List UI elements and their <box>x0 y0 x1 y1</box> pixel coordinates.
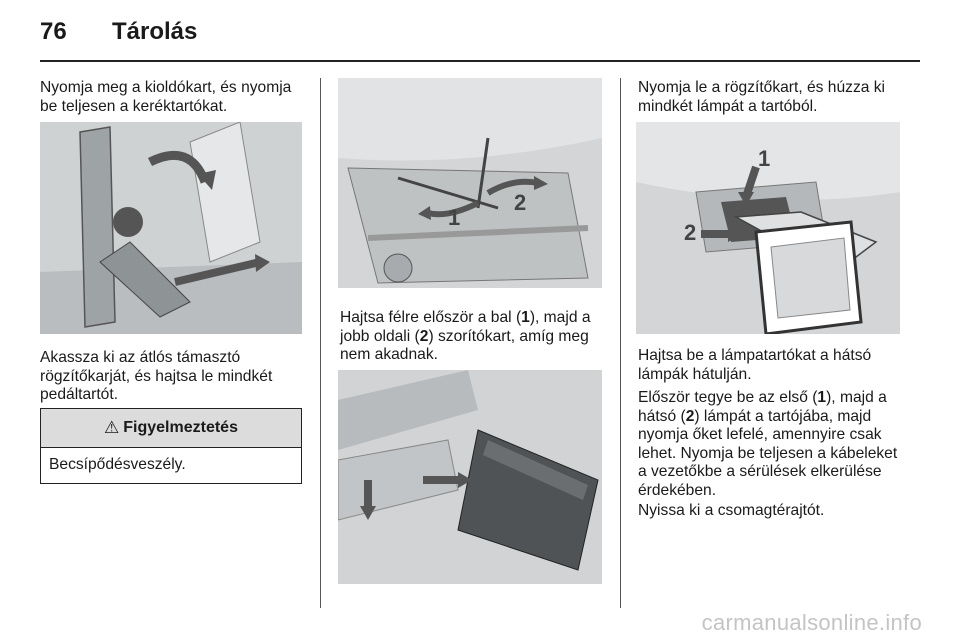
figure-clamp-levers <box>338 78 602 288</box>
warning-triangle-icon: ⚠ <box>104 418 120 437</box>
figure-lamp-holder <box>636 122 900 334</box>
warning-box <box>40 408 302 484</box>
ref-2: 2 <box>419 327 429 345</box>
warning-header <box>41 409 301 448</box>
ref-1: 1 <box>521 309 530 326</box>
col3-paragraph-2: Hajtsa be a lámpatartókat a hátsó lámpák hátulján. <box>638 347 872 383</box>
col1-paragraph-1: Nyomja meg a kioldókart, és nyomja be teljesen a keréktartókat. <box>40 79 292 115</box>
ref-2: 2 <box>685 407 695 425</box>
page-header <box>40 18 920 58</box>
callout-2: 2 <box>684 220 697 245</box>
watermark: carmanualsonline.info <box>701 610 922 635</box>
column-divider-1 <box>320 78 321 608</box>
warning-text: Becsípődésveszély. <box>49 456 186 473</box>
col2-paragraph-1: Hajtsa félre először a bal (1), majd a jobb oldali (2) szorítókart, amíg meg nem akadnak. <box>340 309 591 363</box>
col3-paragraph-1: Nyomja le a rögzítőkart, és húzza ki mindkét lámpát a tartóból. <box>638 79 886 115</box>
callout-1: 1 <box>448 205 461 230</box>
col1-paragraph-2: Akassza ki az átlós támasztó rögzítőkarját, és hajtsa le mindkét pedáltartót. <box>40 349 273 403</box>
figure-wheel-holder <box>40 122 302 334</box>
warning-title: Figyelmeztetés <box>123 419 238 436</box>
page-number: 76 <box>40 18 67 45</box>
callout-1: 1 <box>758 146 771 171</box>
header-rule <box>40 60 920 62</box>
col3-paragraph-3: Először tegye be az első (1), majd a hátsó (2) lámpát a tartójába, majd nyomja őket lefelé, amennyire csak lehet. Nyomja be teljesen a kábeleket a vezetőkbe a sérülések elkerülése érdekében. <box>638 389 898 499</box>
col3-paragraph-4: Nyissa ki a csomagtérajtót. <box>638 502 825 519</box>
callout-2: 2 <box>514 190 527 215</box>
column-divider-2 <box>620 78 621 608</box>
section-title: Tárolás <box>112 18 198 45</box>
ref-1: 1 <box>817 389 827 406</box>
figure-pedal-holder <box>338 370 602 584</box>
